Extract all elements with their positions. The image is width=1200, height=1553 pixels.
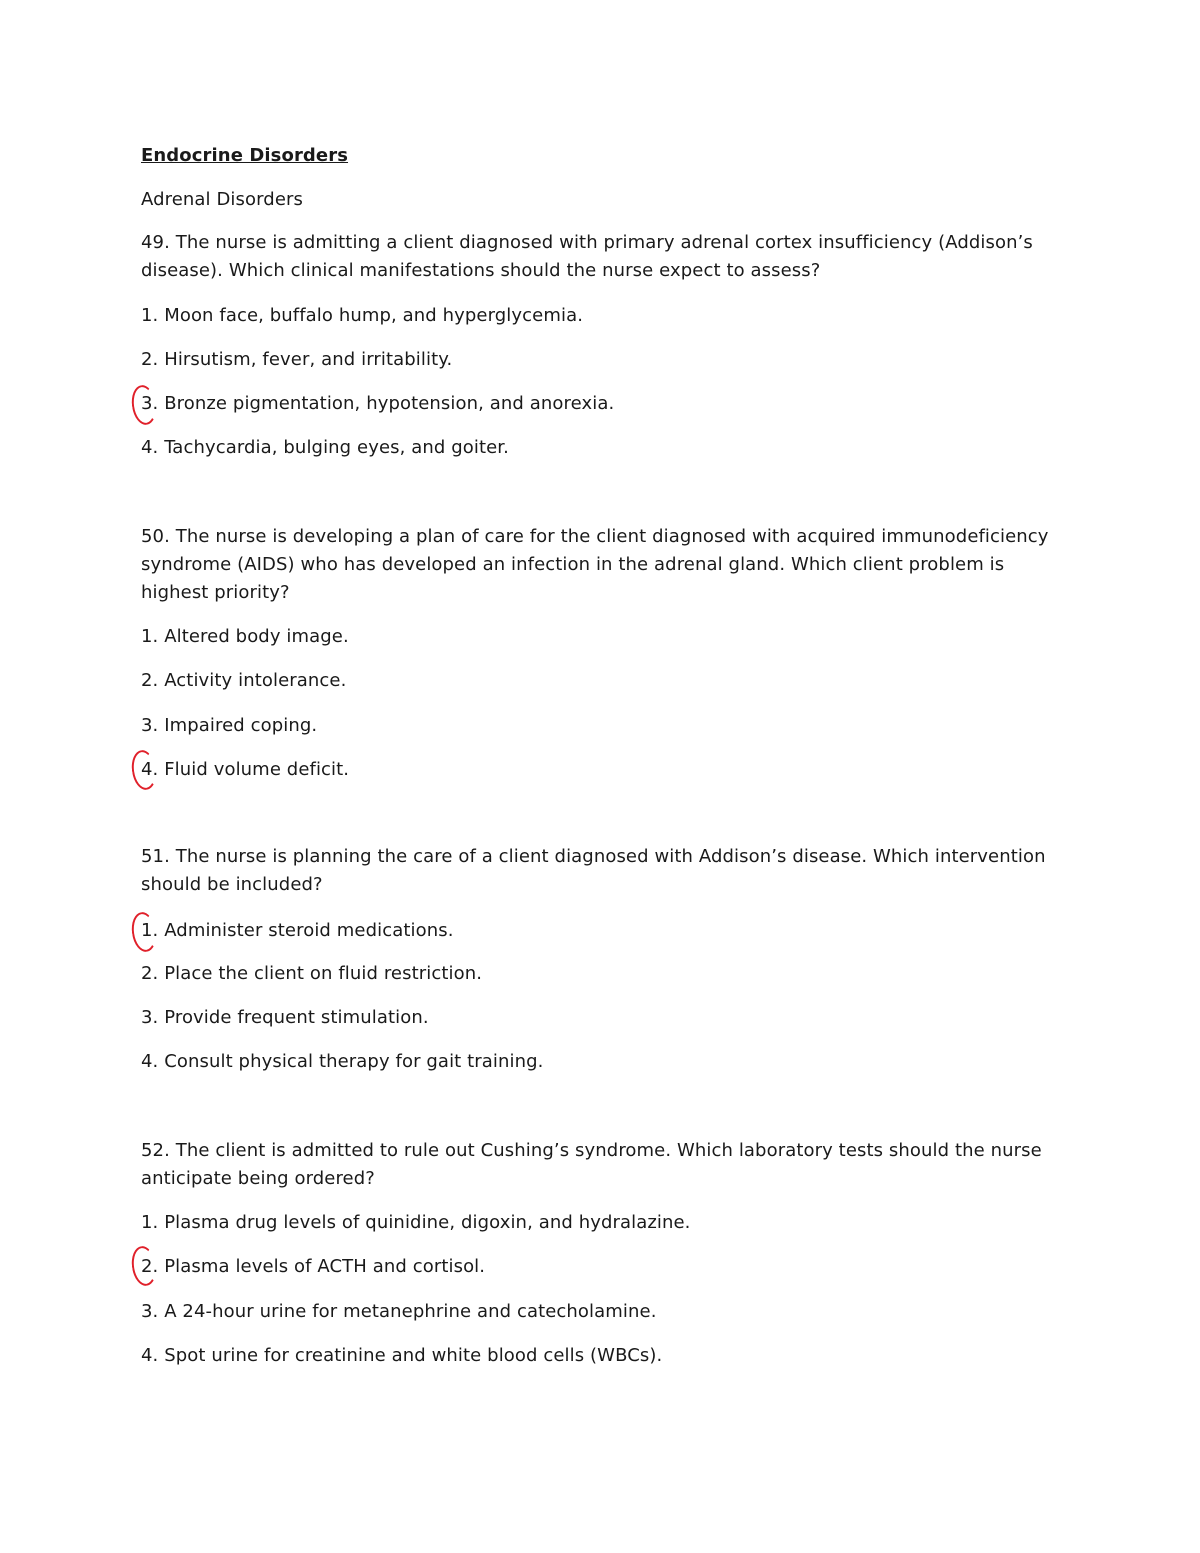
document-title: Endocrine Disorders bbox=[141, 145, 349, 166]
section-heading: Adrenal Disorders bbox=[141, 189, 303, 210]
q51-option-2: 2. Place the client on fluid restriction. bbox=[141, 963, 483, 984]
q49-option-4: 4. Tachycardia, bulging eyes, and goiter. bbox=[141, 437, 509, 458]
q50-option-2: 2. Activity intolerance. bbox=[141, 670, 347, 691]
q51-option-4: 4. Consult physical therapy for gait training. bbox=[141, 1051, 544, 1072]
q50-option-4: 4. Fluid volume deficit. bbox=[141, 759, 350, 780]
q51-option-3: 3. Provide frequent stimulation. bbox=[141, 1007, 429, 1028]
q52-option-3: 3. A 24-hour urine for metanephrine and catecholamine. bbox=[141, 1301, 657, 1322]
question-50-stem: 50. The nurse is developing a plan of care for the client diagnosed with acquired immunodeficiency syndrome (AIDS) who has developed an infection in the adrenal gland. Which client problem is highest priority? bbox=[141, 526, 1049, 603]
question-52-stem: 52. The client is admitted to rule out Cushing’s syndrome. Which laboratory tests should the nurse anticipate being ordered? bbox=[141, 1140, 1042, 1189]
q50-option-1: 1. Altered body image. bbox=[141, 626, 349, 647]
q50-option-3: 3. Impaired coping. bbox=[141, 715, 318, 736]
q49-option-3: 3. Bronze pigmentation, hypotension, and anorexia. bbox=[141, 393, 615, 414]
question-51-stem: 51. The nurse is planning the care of a client diagnosed with Addison’s disease. Which intervention should be included? bbox=[141, 846, 1046, 895]
q52-option-4: 4. Spot urine for creatinine and white blood cells (WBCs). bbox=[141, 1345, 663, 1366]
q49-option-1: 1. Moon face, buffalo hump, and hyperglycemia. bbox=[141, 305, 584, 326]
q49-option-2: 2. Hirsutism, fever, and irritability. bbox=[141, 349, 453, 370]
q52-option-1: 1. Plasma drug levels of quinidine, digoxin, and hydralazine. bbox=[141, 1212, 691, 1233]
q51-option-1: 1. Administer steroid medications. bbox=[141, 920, 454, 941]
answer-circle-mark bbox=[129, 1245, 158, 1288]
q52-option-2: 2. Plasma levels of ACTH and cortisol. bbox=[141, 1256, 486, 1277]
question-49-stem: 49. The nurse is admitting a client diagnosed with primary adrenal cortex insufficiency (Addison’s disease). Which clinical manifestations should the nurse expect to assess? bbox=[141, 232, 1033, 281]
answer-circle-mark bbox=[129, 749, 158, 792]
